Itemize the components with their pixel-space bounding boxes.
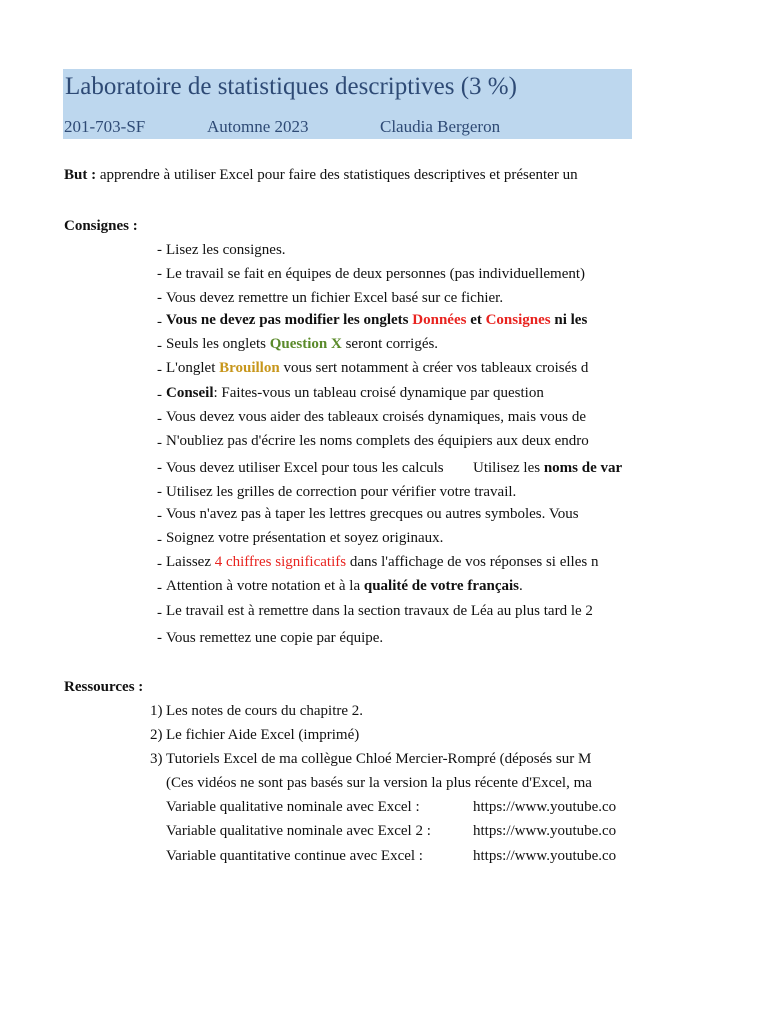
instruction-item (166, 311, 587, 329)
significant-digits-highlight: 4 chiffres significatifs (214, 554, 347, 570)
resource-number: 2) (150, 727, 163, 743)
video-link[interactable]: https://www.youtube.co (473, 848, 617, 864)
bullet-dash: - (157, 411, 162, 427)
instruction-text: : Faites-vous un tableau croisé dynamique par question (213, 385, 544, 401)
bullet-dash: - (157, 532, 162, 548)
tab-name-question-x: Question X (269, 336, 342, 352)
title-banner (63, 69, 632, 139)
resource-number: 1) (150, 703, 163, 719)
instruction-item (166, 335, 438, 353)
video-label: Variable qualitative nominale avec Excel : (166, 799, 420, 815)
course-code: 201-703-SF (64, 117, 146, 136)
bullet-dash: - (157, 460, 162, 476)
resource-item: Les notes de cours du chapitre 2. (166, 703, 364, 719)
bullet-dash: - (157, 314, 162, 330)
bullet-dash: - (157, 338, 162, 354)
goal-row (64, 166, 578, 184)
instruction-item (166, 384, 544, 402)
bullet-dash: - (157, 266, 162, 282)
semester: Automne 2023 (207, 117, 309, 136)
resource-item: Tutoriels Excel de ma collègue Chloé Mercier-Rompré (déposés sur M (166, 751, 592, 767)
tab-name-donnees: Données (412, 312, 467, 328)
instruction-text: Utilisez les (473, 460, 544, 476)
instruction-item: Utilisez les grilles de correction pour vérifier votre travail. (166, 484, 517, 500)
tab-name-brouillon: Brouillon (219, 360, 280, 376)
bullet-dash: - (157, 387, 162, 403)
instruction-text: Laissez (166, 554, 215, 570)
video-label: Variable quantitative continue avec Excel : (166, 848, 423, 864)
instruction-item: Le travail se fait en équipes de deux personnes (pas individuellement) (166, 266, 586, 282)
bullet-dash: - (157, 484, 162, 500)
instruction-text: dans l'affichage de vos réponses si elles n (346, 554, 599, 570)
goal-label: But : (64, 167, 97, 183)
instruction-text: et (466, 312, 486, 328)
instruction-item: Vous remettez une copie par équipe. (166, 630, 384, 646)
instruction-item (166, 553, 598, 571)
bullet-dash: - (157, 362, 162, 378)
instruction-text: Seuls les onglets (166, 336, 270, 352)
bullet-dash: - (157, 605, 162, 621)
instruction-item: Le travail est à remettre dans la section travaux de Léa au plus tard le 2 (166, 603, 593, 619)
resources-label: Ressources : (64, 679, 144, 695)
bullet-dash: - (157, 630, 162, 646)
instructions-label: Consignes : (64, 218, 138, 234)
instruction-item: N'oubliez pas d'écrire les noms complets des équipiers aux deux endro (166, 433, 589, 449)
instruction-item: Vous devez remettre un fichier Excel basé sur ce fichier. (166, 290, 504, 306)
instruction-item (166, 577, 523, 595)
resource-number: 3) (150, 751, 163, 767)
instruction-item (166, 359, 588, 377)
instruction-text: . (518, 578, 523, 594)
video-link[interactable]: https://www.youtube.co (473, 799, 617, 815)
instruction-text: L'onglet (166, 360, 220, 376)
video-label: Variable qualitative nominale avec Excel 2 : (166, 823, 431, 839)
instruction-item-continued (473, 459, 622, 477)
instruction-text: qualité de votre français (363, 578, 519, 594)
instruction-item: Soignez votre présentation et soyez originaux. (166, 530, 444, 546)
instruction-text: vous sert notamment à créer vos tableaux croisés d (279, 360, 589, 376)
page-title: Laboratoire de statistiques descriptives (3 %) (65, 73, 517, 100)
resource-item: Le fichier Aide Excel (imprimé) (166, 727, 360, 743)
instruction-text: Vous ne devez pas modifier les onglets (166, 312, 413, 328)
instruction-item: Vous n'avez pas à taper les lettres grecques ou autres symboles. Vous (166, 506, 579, 522)
bullet-dash: - (157, 435, 162, 451)
instruction-item: Lisez les consignes. (166, 242, 286, 258)
bullet-dash: - (157, 242, 162, 258)
resource-note: (Ces vidéos ne sont pas basés sur la version la plus récente d'Excel, ma (166, 775, 592, 791)
instruction-text: Vous devez utiliser Excel pour tous les calculs (166, 460, 444, 476)
bullet-dash: - (157, 580, 162, 596)
bullet-dash: - (157, 290, 162, 306)
bullet-dash: - (157, 556, 162, 572)
instruction-item: Vous devez vous aider des tableaux croisés dynamiques, mais vous de (166, 409, 587, 425)
video-link[interactable]: https://www.youtube.co (473, 823, 617, 839)
tip-label: Conseil (166, 385, 214, 401)
instruction-text: ni les (550, 312, 588, 328)
bullet-dash: - (157, 508, 162, 524)
instruction-text: noms de var (543, 460, 623, 476)
instruction-item (166, 459, 444, 477)
instruction-text: seront corrigés. (341, 336, 439, 352)
tab-name-consignes: Consignes (485, 312, 551, 328)
instruction-text: Attention à votre notation et à la (166, 578, 364, 594)
author-name: Claudia Bergeron (380, 117, 501, 136)
goal-text: apprendre à utiliser Excel pour faire des statistiques descriptives et présenter un (96, 167, 578, 183)
